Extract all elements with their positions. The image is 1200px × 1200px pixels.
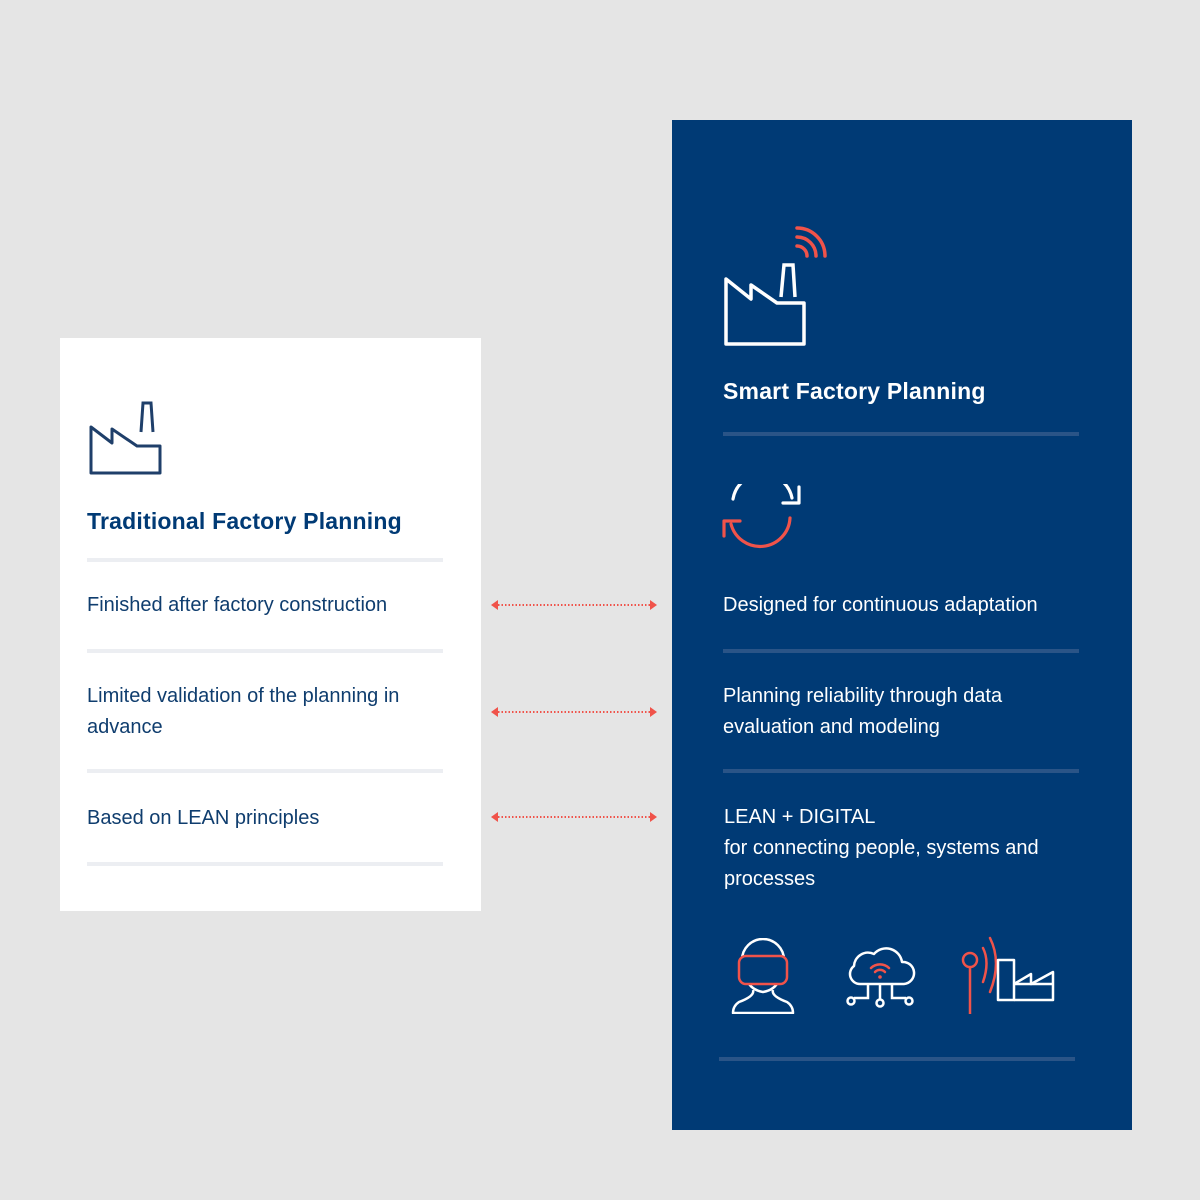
cloud-network-icon: [844, 944, 916, 1010]
smart-factory-wifi-icon: [722, 224, 834, 350]
double-arrow-dotted-icon: [490, 706, 658, 718]
smart-title: Smart Factory Planning: [723, 378, 986, 404]
divider: [87, 558, 443, 562]
traditional-item-3: Based on LEAN principles: [87, 807, 320, 829]
digital-icons-row: [722, 932, 1062, 1022]
antenna-factory-icon: [958, 934, 1058, 1018]
divider: [87, 862, 443, 866]
double-arrow-dotted-icon: [490, 811, 658, 823]
lean-digital-description: for connecting people, systems and processes: [724, 837, 1039, 890]
traditional-title: Traditional Factory Planning: [87, 508, 402, 534]
smart-planning-card: [672, 120, 1132, 1130]
smart-item-3: [724, 802, 1094, 895]
smart-item-2: Planning reliability through data evaluation and modeling: [723, 685, 1003, 738]
divider: [719, 1057, 1075, 1061]
divider: [723, 649, 1079, 653]
traditional-item-1: Finished after factory construction: [87, 594, 388, 616]
vr-headset-person-icon: [731, 938, 795, 1014]
lean-digital-label: LEAN + DIGITAL: [724, 806, 876, 828]
double-arrow-dotted-icon: [490, 599, 658, 611]
traditional-item-2: Limited validation of the planning in advance: [87, 685, 400, 738]
traditional-planning-card: [60, 338, 481, 911]
divider: [87, 769, 443, 773]
factory-icon: [88, 400, 164, 478]
divider: [723, 769, 1079, 773]
refresh-cycle-icon: [722, 484, 802, 554]
divider: [87, 649, 443, 653]
smart-item-1: Designed for continuous adaptation: [723, 594, 1038, 616]
divider: [723, 432, 1079, 436]
